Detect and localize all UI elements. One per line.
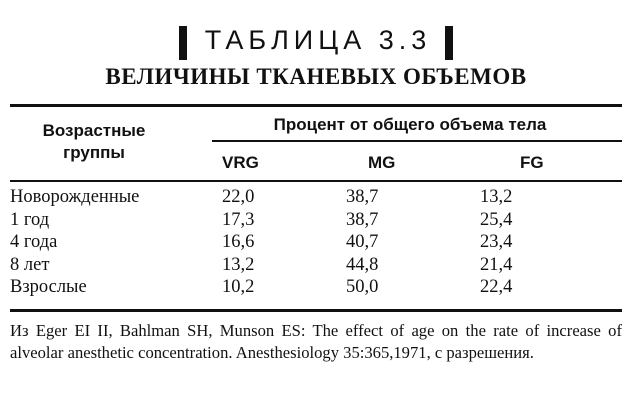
table-top-rule bbox=[10, 104, 622, 107]
row-vrg: 16,6 bbox=[222, 232, 255, 252]
row-mg: 38,7 bbox=[346, 187, 379, 207]
col-header-mg: MG bbox=[368, 153, 396, 172]
row-group: Новорожденные bbox=[10, 187, 140, 207]
group-header bbox=[10, 120, 178, 164]
row-mg: 40,7 bbox=[346, 232, 379, 252]
row-fg: 21,4 bbox=[480, 254, 513, 275]
table-label: ТАБЛИЦА 3.3 bbox=[204, 25, 432, 55]
row-fg: 13,2 bbox=[480, 187, 513, 207]
table-bottom-rule bbox=[10, 309, 622, 312]
row-mg: 38,7 bbox=[346, 209, 379, 230]
source-note: Из Eger EI II, Bahlman SH, Munson ES: The effect of age on the rate of increase of alveolar anesthetic concentration. Anesthesiology 35:365,1971, с разрешения. bbox=[10, 321, 622, 362]
row-group: 8 лет bbox=[10, 254, 50, 275]
row-mg: 44,8 bbox=[346, 254, 379, 275]
left-bar-decoration bbox=[179, 26, 187, 60]
row-vrg: 17,3 bbox=[222, 209, 255, 230]
row-vrg: 13,2 bbox=[222, 254, 255, 275]
right-bar-decoration bbox=[445, 26, 453, 60]
row-fg: 25,4 bbox=[480, 209, 513, 230]
group-header-line1: Возрастные bbox=[42, 121, 146, 140]
row-fg: 23,4 bbox=[480, 232, 513, 252]
span-header-rule bbox=[212, 140, 622, 142]
row-vrg: 10,2 bbox=[222, 277, 255, 297]
header-bottom-rule bbox=[10, 180, 622, 182]
table-row bbox=[10, 209, 622, 232]
group-header-line2: группы bbox=[63, 143, 125, 162]
table-row bbox=[10, 186, 622, 209]
table-row bbox=[10, 231, 622, 254]
col-header-vrg: VRG bbox=[222, 153, 259, 172]
table-row bbox=[10, 254, 622, 277]
row-mg: 50,0 bbox=[346, 277, 379, 297]
data-table bbox=[10, 186, 622, 299]
table-row bbox=[10, 276, 622, 299]
table-title: ВЕЛИЧИНЫ ТКАНЕВЫХ ОБЪЕМОВ bbox=[105, 64, 527, 89]
span-header: Процент от общего объема тела bbox=[273, 115, 547, 134]
table-label-block bbox=[0, 22, 632, 62]
row-group: 4 года bbox=[10, 232, 58, 252]
col-header-fg: FG bbox=[520, 153, 544, 172]
row-group: Взрослые bbox=[10, 277, 87, 297]
row-fg: 22,4 bbox=[480, 277, 513, 297]
row-vrg: 22,0 bbox=[222, 187, 255, 207]
row-group: 1 год bbox=[10, 209, 50, 230]
